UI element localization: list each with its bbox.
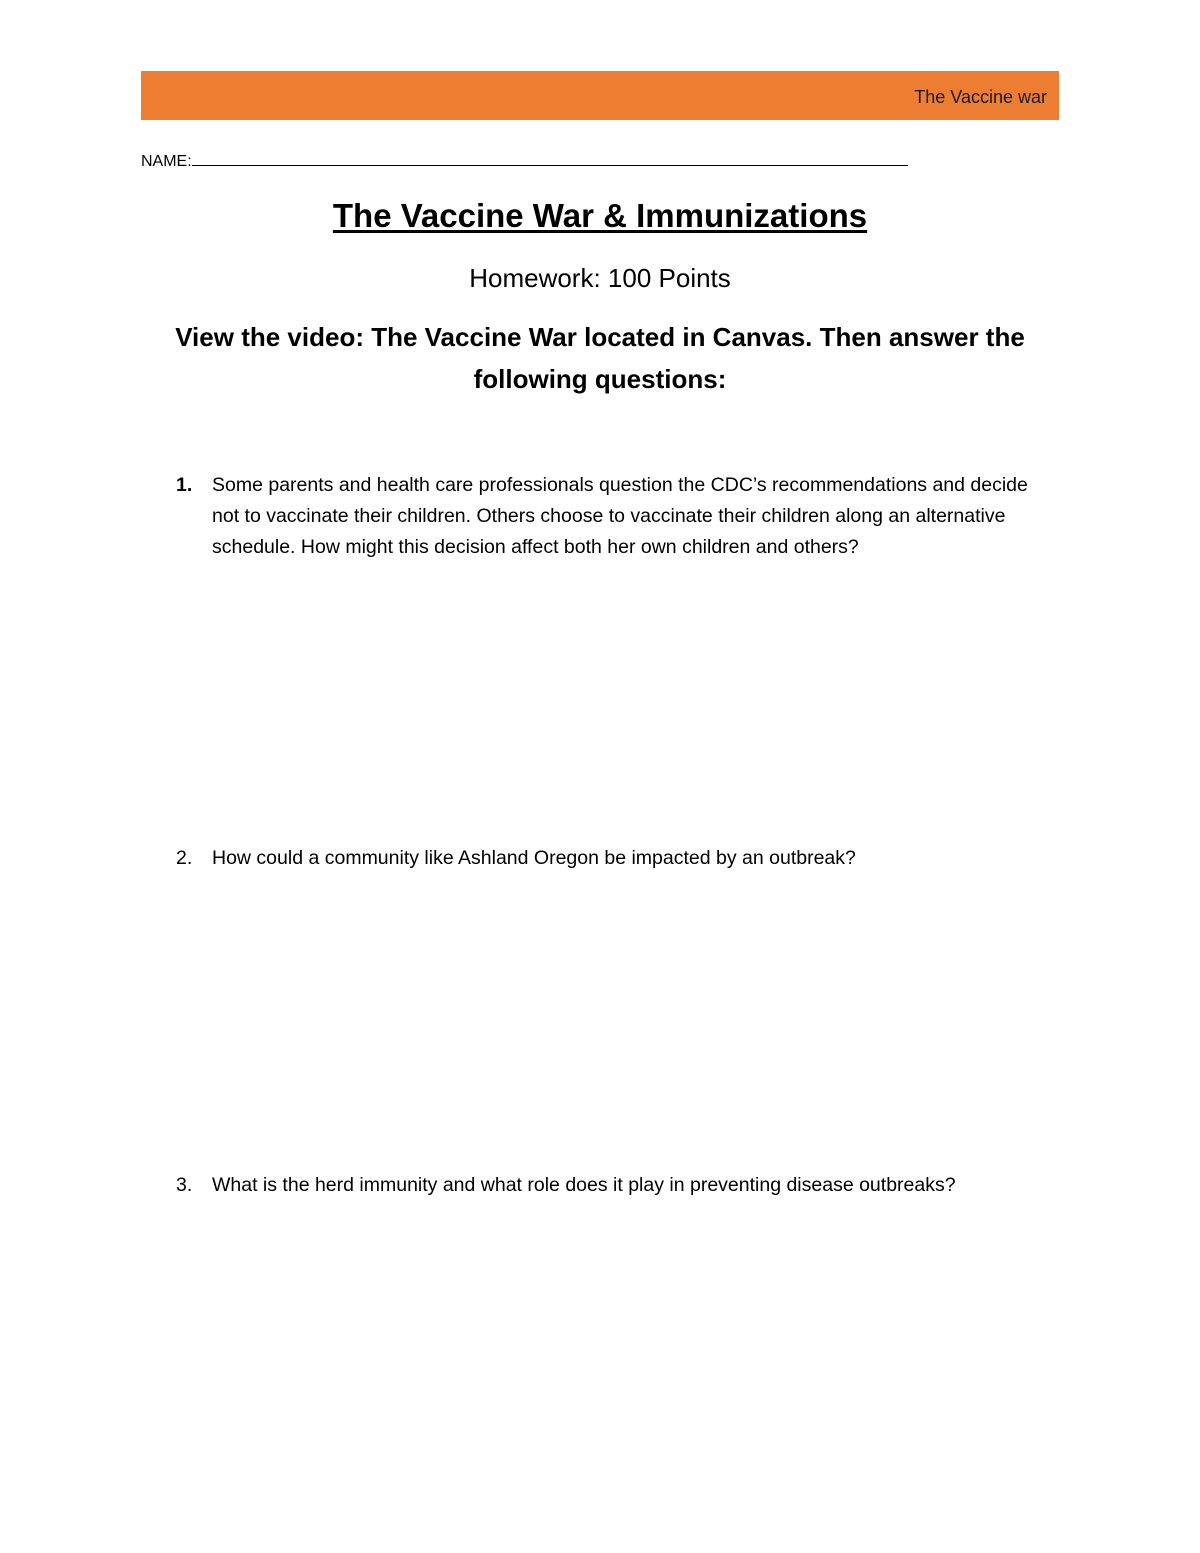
page-title: The Vaccine War & Immunizations (332, 197, 868, 234)
question-2 (176, 843, 1056, 874)
question-3-number: 3. (176, 1174, 193, 1196)
page-subtitle: Homework: 100 Points (469, 263, 731, 293)
header-band (141, 71, 1059, 120)
question-3 (176, 1170, 1056, 1201)
name-blank-line (192, 150, 908, 166)
header-label: The Vaccine war (914, 87, 1047, 107)
name-field (141, 150, 908, 172)
question-1 (176, 470, 1056, 563)
name-label: NAME: (141, 153, 192, 170)
question-2-number: 2. (176, 847, 193, 869)
question-1-number: 1. (176, 474, 193, 496)
question-3-text: What is the herd immunity and what role does it play in preventing disease outbreaks? (212, 1174, 956, 1196)
question-1-text: Some parents and health care professionals question the CDC’s recommendations and decide not to vaccinate their children. Others choose to vaccinate their children along an alternative schedule. How might this decision affect both her own children and others? (212, 474, 1028, 558)
question-2-text: How could a community like Ashland Oregon be impacted by an outbreak? (212, 847, 856, 869)
instructions: View the video: The Vaccine War located in Canvas. Then answer the following questions: (175, 322, 1025, 394)
